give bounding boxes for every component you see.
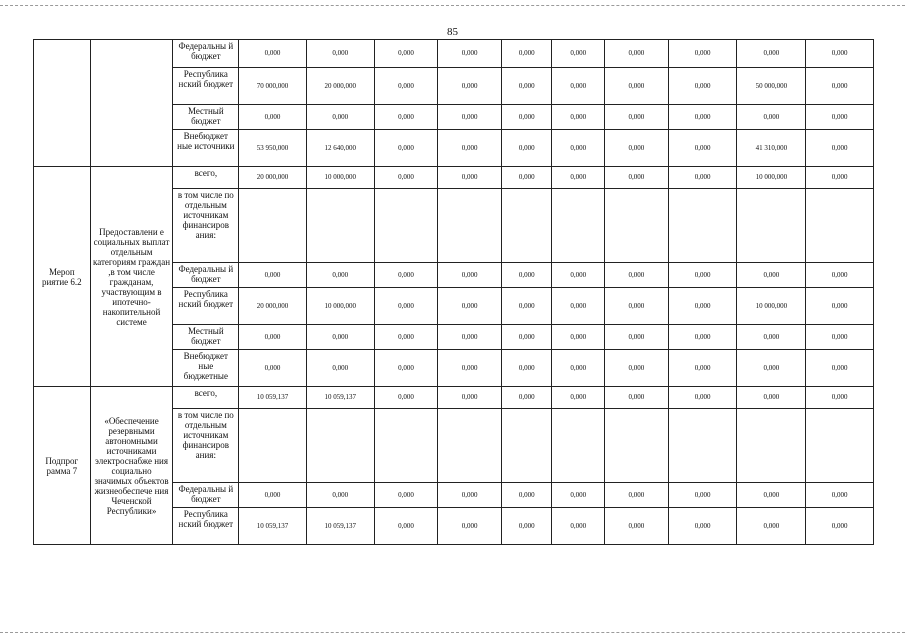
value-cell: 0,000 bbox=[374, 68, 438, 105]
table-row bbox=[34, 387, 874, 409]
value-cell: 0,000 bbox=[501, 387, 552, 409]
value-cell bbox=[374, 189, 438, 263]
value-cell: 0,000 bbox=[737, 387, 806, 409]
value-cell: 0,000 bbox=[374, 40, 438, 68]
value-cell bbox=[806, 409, 874, 483]
scan-edge-bottom bbox=[0, 632, 905, 633]
value-cell bbox=[552, 189, 605, 263]
value-cell: 0,000 bbox=[306, 105, 374, 130]
value-cell bbox=[668, 409, 737, 483]
value-cell bbox=[501, 409, 552, 483]
value-cell: 0,000 bbox=[552, 350, 605, 387]
table-row bbox=[34, 40, 874, 68]
value-cell bbox=[806, 189, 874, 263]
value-cell: 0,000 bbox=[438, 483, 502, 508]
value-cell: 0,000 bbox=[374, 325, 438, 350]
value-cell: 0,000 bbox=[605, 508, 669, 545]
funding-source: в том числе по отдельным источникам финансиров ания: bbox=[173, 409, 239, 483]
value-cell: 0,000 bbox=[552, 68, 605, 105]
value-cell: 0,000 bbox=[239, 350, 307, 387]
funding-source: всего, bbox=[173, 167, 239, 189]
scan-edge-top bbox=[0, 5, 905, 6]
value-cell bbox=[501, 189, 552, 263]
funding-source: Республика нский бюджет bbox=[173, 68, 239, 105]
value-cell: 0,000 bbox=[668, 387, 737, 409]
value-cell: 0,000 bbox=[605, 387, 669, 409]
value-cell: 10 059,137 bbox=[239, 387, 307, 409]
value-cell: 0,000 bbox=[668, 105, 737, 130]
value-cell: 0,000 bbox=[552, 40, 605, 68]
value-cell: 20 000,000 bbox=[239, 288, 307, 325]
value-cell: 0,000 bbox=[737, 105, 806, 130]
program-description: «Обеспечение резервными автономными источниками электроснабже ния социально значимых объектов жизнеобеспече ния Чеченской Республики» bbox=[90, 387, 173, 545]
value-cell: 0,000 bbox=[501, 130, 552, 167]
value-cell: 0,000 bbox=[605, 288, 669, 325]
value-cell: 0,000 bbox=[668, 350, 737, 387]
program-description: Предоставлени е социальных выплат отдельным категориям граждан ,в том числе гражданам, участвующим в ипотечно-накопительной системе bbox=[90, 167, 173, 387]
value-cell: 0,000 bbox=[668, 167, 737, 189]
funding-source: Республика нский бюджет bbox=[173, 508, 239, 545]
value-cell bbox=[552, 409, 605, 483]
value-cell: 0,000 bbox=[306, 325, 374, 350]
program-description bbox=[90, 40, 173, 167]
value-cell: 0,000 bbox=[501, 350, 552, 387]
value-cell: 0,000 bbox=[306, 40, 374, 68]
funding-source: Федеральны й бюджет bbox=[173, 263, 239, 288]
value-cell: 0,000 bbox=[239, 105, 307, 130]
value-cell: 0,000 bbox=[501, 105, 552, 130]
value-cell: 41 310,000 bbox=[737, 130, 806, 167]
funding-source: Внебюджет ные источники bbox=[173, 130, 239, 167]
value-cell: 0,000 bbox=[806, 325, 874, 350]
value-cell: 0,000 bbox=[806, 350, 874, 387]
value-cell bbox=[605, 409, 669, 483]
value-cell: 0,000 bbox=[668, 40, 737, 68]
funding-source: Внебюджет ные бюджетные bbox=[173, 350, 239, 387]
value-cell: 0,000 bbox=[668, 130, 737, 167]
value-cell bbox=[306, 189, 374, 263]
value-cell: 0,000 bbox=[668, 483, 737, 508]
value-cell: 0,000 bbox=[737, 508, 806, 545]
value-cell: 0,000 bbox=[501, 288, 552, 325]
value-cell: 0,000 bbox=[239, 483, 307, 508]
value-cell: 50 000,000 bbox=[737, 68, 806, 105]
value-cell: 0,000 bbox=[438, 130, 502, 167]
value-cell: 0,000 bbox=[605, 325, 669, 350]
value-cell: 0,000 bbox=[306, 483, 374, 508]
value-cell: 0,000 bbox=[806, 167, 874, 189]
value-cell: 10 000,000 bbox=[306, 167, 374, 189]
value-cell: 0,000 bbox=[806, 130, 874, 167]
value-cell: 0,000 bbox=[438, 387, 502, 409]
value-cell bbox=[737, 409, 806, 483]
value-cell: 0,000 bbox=[374, 288, 438, 325]
value-cell: 0,000 bbox=[374, 350, 438, 387]
value-cell: 0,000 bbox=[438, 350, 502, 387]
value-cell: 0,000 bbox=[806, 40, 874, 68]
value-cell: 0,000 bbox=[605, 263, 669, 288]
value-cell: 0,000 bbox=[605, 105, 669, 130]
value-cell: 0,000 bbox=[806, 483, 874, 508]
value-cell: 10 000,000 bbox=[306, 288, 374, 325]
value-cell bbox=[438, 189, 502, 263]
value-cell: 0,000 bbox=[438, 325, 502, 350]
value-cell: 0,000 bbox=[501, 40, 552, 68]
value-cell: 0,000 bbox=[438, 167, 502, 189]
value-cell: 0,000 bbox=[552, 508, 605, 545]
table-row bbox=[34, 167, 874, 189]
funding-source: всего, bbox=[173, 387, 239, 409]
value-cell: 0,000 bbox=[552, 288, 605, 325]
value-cell: 0,000 bbox=[806, 508, 874, 545]
budget-table bbox=[33, 39, 874, 545]
value-cell: 0,000 bbox=[605, 350, 669, 387]
value-cell bbox=[438, 409, 502, 483]
value-cell: 0,000 bbox=[501, 508, 552, 545]
value-cell bbox=[239, 189, 307, 263]
value-cell: 0,000 bbox=[552, 387, 605, 409]
value-cell: 0,000 bbox=[806, 105, 874, 130]
value-cell: 0,000 bbox=[438, 105, 502, 130]
value-cell: 0,000 bbox=[306, 263, 374, 288]
value-cell: 0,000 bbox=[605, 167, 669, 189]
funding-source: в том числе по отдельным источникам финансиров ания: bbox=[173, 189, 239, 263]
value-cell: 0,000 bbox=[737, 350, 806, 387]
value-cell: 0,000 bbox=[806, 263, 874, 288]
value-cell: 0,000 bbox=[438, 288, 502, 325]
value-cell: 0,000 bbox=[737, 483, 806, 508]
value-cell: 0,000 bbox=[605, 68, 669, 105]
value-cell: 10 059,137 bbox=[306, 508, 374, 545]
value-cell: 0,000 bbox=[438, 40, 502, 68]
value-cell: 0,000 bbox=[239, 40, 307, 68]
value-cell bbox=[374, 409, 438, 483]
value-cell: 0,000 bbox=[438, 508, 502, 545]
funding-source: Республика нский бюджет bbox=[173, 288, 239, 325]
value-cell: 0,000 bbox=[737, 325, 806, 350]
value-cell: 0,000 bbox=[374, 508, 438, 545]
value-cell: 0,000 bbox=[438, 68, 502, 105]
value-cell: 0,000 bbox=[668, 263, 737, 288]
value-cell: 0,000 bbox=[438, 263, 502, 288]
value-cell: 0,000 bbox=[552, 483, 605, 508]
value-cell: 0,000 bbox=[806, 68, 874, 105]
value-cell: 0,000 bbox=[668, 325, 737, 350]
value-cell: 20 000,000 bbox=[306, 68, 374, 105]
value-cell: 0,000 bbox=[552, 130, 605, 167]
value-cell: 0,000 bbox=[552, 325, 605, 350]
value-cell: 0,000 bbox=[806, 387, 874, 409]
value-cell bbox=[737, 189, 806, 263]
program-code bbox=[34, 40, 91, 167]
value-cell: 0,000 bbox=[605, 483, 669, 508]
value-cell: 20 000,000 bbox=[239, 167, 307, 189]
value-cell: 70 000,000 bbox=[239, 68, 307, 105]
value-cell: 0,000 bbox=[605, 40, 669, 68]
value-cell: 10 059,137 bbox=[306, 387, 374, 409]
value-cell: 0,000 bbox=[501, 483, 552, 508]
value-cell: 0,000 bbox=[374, 387, 438, 409]
program-code: Мероп риятие 6.2 bbox=[34, 167, 91, 387]
value-cell: 10 059,137 bbox=[239, 508, 307, 545]
value-cell: 0,000 bbox=[605, 130, 669, 167]
value-cell: 0,000 bbox=[668, 68, 737, 105]
value-cell: 0,000 bbox=[374, 105, 438, 130]
value-cell: 0,000 bbox=[552, 105, 605, 130]
program-code: Подпрог рамма 7 bbox=[34, 387, 91, 545]
value-cell: 0,000 bbox=[239, 325, 307, 350]
value-cell: 0,000 bbox=[374, 167, 438, 189]
value-cell: 0,000 bbox=[668, 508, 737, 545]
value-cell: 0,000 bbox=[737, 263, 806, 288]
value-cell: 0,000 bbox=[374, 483, 438, 508]
value-cell: 0,000 bbox=[501, 167, 552, 189]
value-cell: 0,000 bbox=[552, 167, 605, 189]
value-cell: 0,000 bbox=[501, 325, 552, 350]
value-cell: 0,000 bbox=[806, 288, 874, 325]
funding-source: Местный бюджет bbox=[173, 105, 239, 130]
value-cell bbox=[605, 189, 669, 263]
value-cell: 0,000 bbox=[737, 40, 806, 68]
value-cell bbox=[668, 189, 737, 263]
value-cell: 0,000 bbox=[374, 263, 438, 288]
value-cell: 53 950,000 bbox=[239, 130, 307, 167]
page-number: 85 bbox=[447, 26, 458, 38]
value-cell: 0,000 bbox=[501, 68, 552, 105]
value-cell: 0,000 bbox=[306, 350, 374, 387]
value-cell: 0,000 bbox=[501, 263, 552, 288]
value-cell bbox=[306, 409, 374, 483]
value-cell: 0,000 bbox=[668, 288, 737, 325]
value-cell: 12 640,000 bbox=[306, 130, 374, 167]
value-cell: 10 000,000 bbox=[737, 167, 806, 189]
value-cell: 0,000 bbox=[552, 263, 605, 288]
value-cell bbox=[239, 409, 307, 483]
value-cell: 0,000 bbox=[374, 130, 438, 167]
funding-source: Федеральны й бюджет bbox=[173, 483, 239, 508]
funding-source: Федеральны й бюджет bbox=[173, 40, 239, 68]
value-cell: 0,000 bbox=[239, 263, 307, 288]
funding-source: Местный бюджет bbox=[173, 325, 239, 350]
value-cell: 10 000,000 bbox=[737, 288, 806, 325]
